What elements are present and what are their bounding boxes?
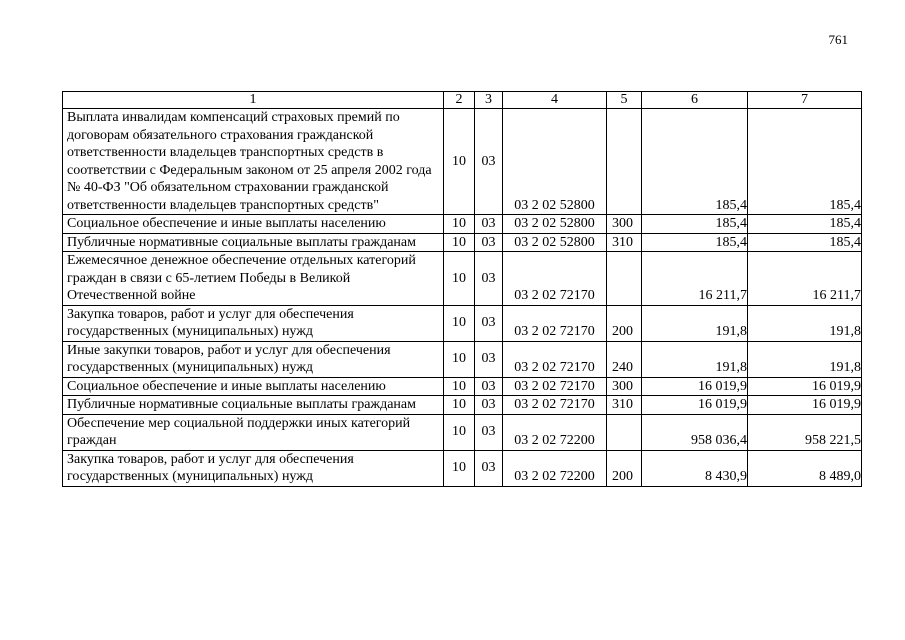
row-name: Социальное обеспечение и иные выплаты населению (63, 377, 444, 396)
column-header: 1 (63, 92, 444, 109)
amount-col7: 185,4 (748, 109, 862, 215)
expense-type-code: 310 (607, 396, 642, 415)
amount-col6: 185,4 (642, 233, 748, 252)
target-article-code: 03 2 02 72200 (503, 414, 607, 450)
expense-type-code (607, 252, 642, 306)
row-name: Иные закупки товаров, работ и услуг для обеспечения государственных (муниципальных) нужд (63, 341, 444, 377)
budget-table (62, 91, 862, 487)
subsection-code: 03 (475, 252, 503, 306)
table-row (63, 396, 862, 415)
amount-col7: 8 489,0 (748, 450, 862, 486)
section-code: 10 (444, 233, 475, 252)
target-article-code: 03 2 02 72200 (503, 450, 607, 486)
amount-col6: 16 019,9 (642, 396, 748, 415)
target-article-code: 03 2 02 52800 (503, 233, 607, 252)
column-header: 7 (748, 92, 862, 109)
amount-col7: 16 211,7 (748, 252, 862, 306)
row-name: Закупка товаров, работ и услуг для обеспечения государственных (муниципальных) нужд (63, 450, 444, 486)
table-header-row (63, 92, 862, 109)
column-header: 5 (607, 92, 642, 109)
amount-col7: 16 019,9 (748, 377, 862, 396)
section-code: 10 (444, 252, 475, 306)
expense-type-code (607, 414, 642, 450)
target-article-code: 03 2 02 72170 (503, 305, 607, 341)
row-name: Закупка товаров, работ и услуг для обеспечения государственных (муниципальных) нужд (63, 305, 444, 341)
column-header: 3 (475, 92, 503, 109)
amount-col6: 958 036,4 (642, 414, 748, 450)
amount-col6: 185,4 (642, 109, 748, 215)
amount-col7: 16 019,9 (748, 396, 862, 415)
expense-type-code: 300 (607, 377, 642, 396)
row-name: Социальное обеспечение и иные выплаты населению (63, 215, 444, 234)
section-code: 10 (444, 305, 475, 341)
table-row (63, 215, 862, 234)
section-code: 10 (444, 341, 475, 377)
row-name: Публичные нормативные социальные выплаты гражданам (63, 233, 444, 252)
table-row (63, 450, 862, 486)
table-row (63, 252, 862, 306)
table-row (63, 233, 862, 252)
page-number: 761 (828, 32, 848, 47)
amount-col7: 191,8 (748, 341, 862, 377)
column-header: 4 (503, 92, 607, 109)
amount-col6: 191,8 (642, 341, 748, 377)
amount-col7: 958 221,5 (748, 414, 862, 450)
subsection-code: 03 (475, 305, 503, 341)
row-name: Ежемесячное денежное обеспечение отдельных категорий граждан в связи с 65-летием Победы в Великой Отечественной войне (63, 252, 444, 306)
target-article-code: 03 2 02 72170 (503, 341, 607, 377)
column-header: 6 (642, 92, 748, 109)
table-row (63, 109, 862, 215)
amount-col6: 16 211,7 (642, 252, 748, 306)
expense-type-code: 310 (607, 233, 642, 252)
target-article-code: 03 2 02 52800 (503, 215, 607, 234)
amount-col6: 16 019,9 (642, 377, 748, 396)
section-code: 10 (444, 414, 475, 450)
expense-type-code: 240 (607, 341, 642, 377)
column-header: 2 (444, 92, 475, 109)
amount-col7: 191,8 (748, 305, 862, 341)
table-row (63, 305, 862, 341)
amount-col6: 191,8 (642, 305, 748, 341)
subsection-code: 03 (475, 450, 503, 486)
expense-type-code: 200 (607, 305, 642, 341)
subsection-code: 03 (475, 215, 503, 234)
section-code: 10 (444, 215, 475, 234)
target-article-code: 03 2 02 52800 (503, 109, 607, 215)
table-row (63, 414, 862, 450)
subsection-code: 03 (475, 377, 503, 396)
section-code: 10 (444, 377, 475, 396)
amount-col7: 185,4 (748, 233, 862, 252)
section-code: 10 (444, 450, 475, 486)
expense-type-code: 200 (607, 450, 642, 486)
expense-type-code (607, 109, 642, 215)
target-article-code: 03 2 02 72170 (503, 252, 607, 306)
amount-col6: 8 430,9 (642, 450, 748, 486)
subsection-code: 03 (475, 109, 503, 215)
subsection-code: 03 (475, 233, 503, 252)
table-row (63, 377, 862, 396)
amount-col7: 185,4 (748, 215, 862, 234)
row-name: Обеспечение мер социальной поддержки иных категорий граждан (63, 414, 444, 450)
row-name: Выплата инвалидам компенсаций страховых премий по договорам обязательного страхования гражданской ответственности владельцев транспортных средств в соответствии с Федеральным законом от 25 апреля 2002 года № 40-ФЗ "Об обязательном страховании гражданской ответственности владельцев транспортных средств" (63, 109, 444, 215)
row-name: Публичные нормативные социальные выплаты гражданам (63, 396, 444, 415)
table-row (63, 341, 862, 377)
subsection-code: 03 (475, 341, 503, 377)
section-code: 10 (444, 396, 475, 415)
target-article-code: 03 2 02 72170 (503, 396, 607, 415)
expense-type-code: 300 (607, 215, 642, 234)
target-article-code: 03 2 02 72170 (503, 377, 607, 396)
subsection-code: 03 (475, 396, 503, 415)
subsection-code: 03 (475, 414, 503, 450)
amount-col6: 185,4 (642, 215, 748, 234)
section-code: 10 (444, 109, 475, 215)
